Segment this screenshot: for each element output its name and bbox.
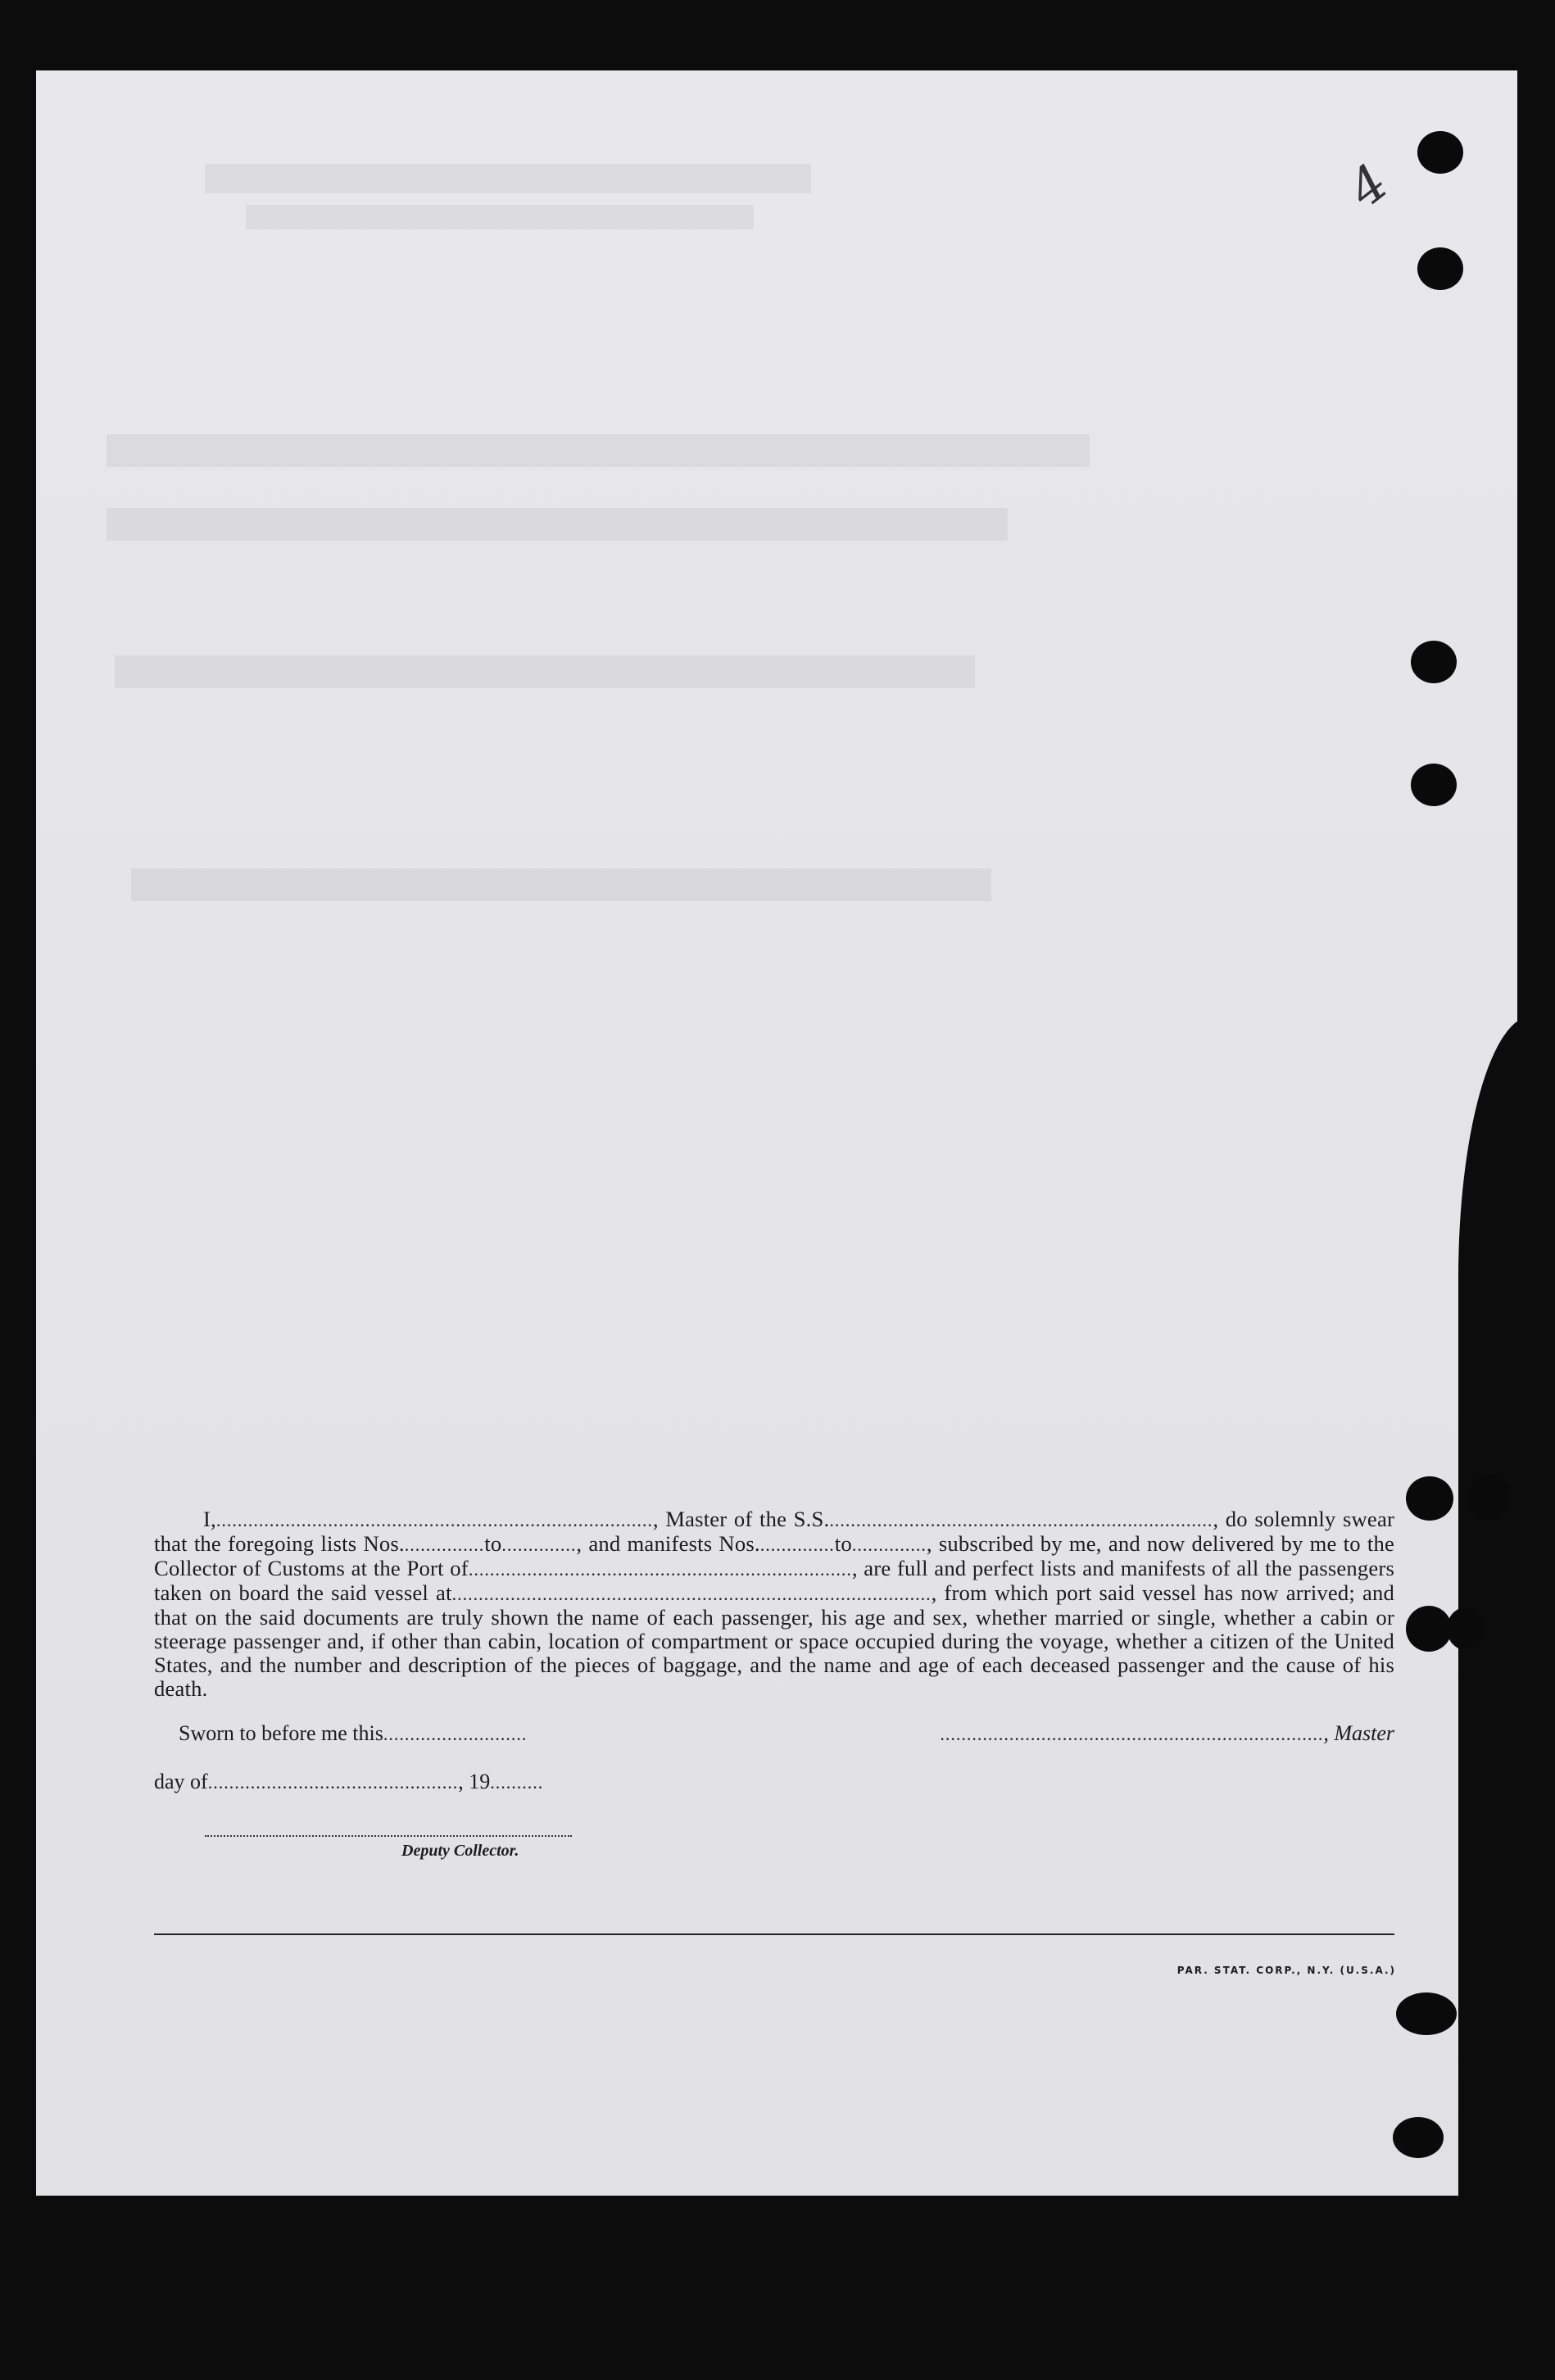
sworn-label: Sworn to before me this xyxy=(179,1721,383,1745)
bleed-through-text xyxy=(131,868,991,901)
blank-list-to: .............. xyxy=(501,1535,577,1555)
oath-text: , Master of the S.S. xyxy=(652,1507,830,1531)
blank-ship-name: ........................................................................ xyxy=(829,1510,1213,1530)
sworn-line xyxy=(179,1721,527,1746)
oath-text: , from which port said vessel has now arrived; and that on the said documents are truly shown the name of each passenger, his age and sex, whether married or single, whether a cabin or steerage passenger and, if other than cabin, location of compartment or space occupied during the voyage, whether a citizen of the United States, and the number and description of the pieces of baggage, and the name and age of each deceased passenger and the cause of his death. xyxy=(154,1580,1394,1701)
oath-text: , do solemnly swear that the foregoing lists Nos. xyxy=(154,1507,1394,1556)
day-of-label: day of xyxy=(154,1770,208,1793)
blank-month: ............................................... xyxy=(207,1772,459,1793)
oath-text: to xyxy=(484,1531,502,1556)
deputy-collector-label: Deputy Collector. xyxy=(401,1842,519,1860)
bleed-through-text xyxy=(246,205,754,229)
oath-text: , subscribed by me, and now delivered by me to the Collector of Customs at the Port of xyxy=(154,1531,1394,1580)
date-line xyxy=(154,1770,543,1794)
blank-master-signature: ........................................................................ xyxy=(940,1724,1324,1744)
oath-text: , and manifests Nos. xyxy=(576,1531,760,1556)
printer-imprint: PAR. STAT. CORP., N.Y. (U.S.A.) xyxy=(1176,1965,1396,1976)
year-label: , 19 xyxy=(458,1770,491,1793)
oath-text: I, xyxy=(203,1507,216,1531)
manifest-page xyxy=(36,70,1517,2196)
punch-hole xyxy=(1417,247,1463,290)
blank-manifest-to: .............. xyxy=(851,1535,927,1555)
bleed-through-text xyxy=(107,434,1090,467)
oath-text: to xyxy=(834,1531,852,1556)
punch-hole xyxy=(1396,1992,1457,2035)
master-label: , Master xyxy=(1323,1721,1394,1745)
punch-hole xyxy=(1406,1476,1453,1521)
blank-list-from: ............... xyxy=(404,1535,485,1555)
blank-year: .......... xyxy=(490,1772,544,1793)
oath-text: , are full and perfect lists and manifests of all the passengers taken on board the said vessel at xyxy=(154,1556,1394,1605)
blank-master-name: .................................................................................. xyxy=(215,1510,653,1530)
blank-sworn-day: ........................... xyxy=(383,1724,528,1744)
punch-hole xyxy=(1393,2117,1444,2158)
handwritten-page-number: 4 xyxy=(1336,152,1399,220)
bleed-through-text xyxy=(115,655,975,688)
punch-hole xyxy=(1406,1606,1452,1652)
bleed-through-text xyxy=(205,164,811,193)
bottom-rule xyxy=(154,1933,1394,1935)
blank-departure-port: .......................................................................................... xyxy=(451,1584,932,1604)
punch-hole xyxy=(1411,764,1457,806)
deputy-signature-line xyxy=(205,1835,572,1837)
punch-hole xyxy=(1411,641,1457,683)
oath-paragraph xyxy=(154,1507,1394,1701)
punch-hole xyxy=(1447,1607,1485,1650)
blank-port: ........................................................................ xyxy=(468,1559,852,1580)
master-signature-line xyxy=(940,1721,1394,1746)
punch-hole xyxy=(1417,131,1463,174)
torn-edge xyxy=(1458,1016,1548,2196)
blank-manifest-from: .............. xyxy=(759,1535,835,1555)
bleed-through-text xyxy=(107,508,1008,541)
punch-hole xyxy=(1467,1475,1511,1521)
